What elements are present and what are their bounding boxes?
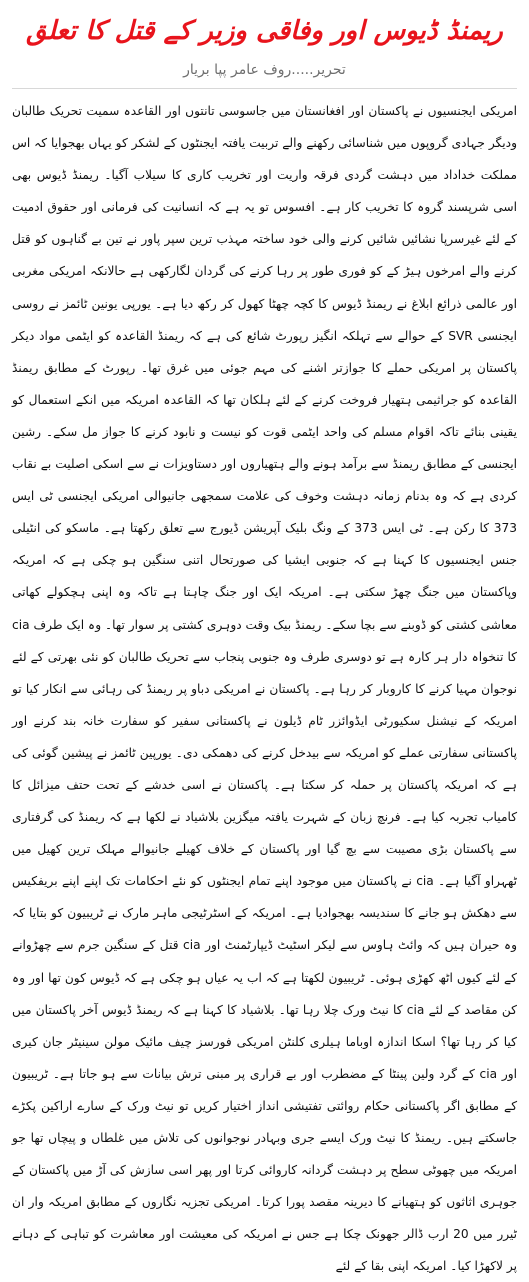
article-body xyxy=(12,95,517,1282)
title-divider xyxy=(12,88,517,89)
article-paragraph: امریکی ایجنسیوں نے پاکستان اور افغانستان میں جاسوسی تانتوں اور القاعدہ سمیت تحریک طالبان ودیگر جہادی گروپوں میں شناسائی رکھنے والے تربیت یافتہ ایجنٹوں کے لشکر کو یہاں بھجوایا کہ اس مملکت خداداد میں دہشت گردی فرقہ واریت اور تخریب کاری کا سیلاب آگیا۔ ریمنڈ ڈیوس بھی اسی شرپسند گروہ کا تخریب کار ہے۔ افسوس تو یہ ہے کہ انسانیت کی فرمانی اور حقوق ادمیت کے لئے غیرسرپا نشائیں شائیں کرنے والی خود ساختہ مہذب ترین سپر پاور نے تین بے گناہوں کو قتل کرنے والے امرخوں ہیڑ کے کو فوری طور پر رہا کرنے کی گردان لگارکھی ہے حالانکہ امریکی مغربی اور عالمی ذرائع ابلاغ نے ریمنڈ ڈیوس کا کچہ چھٹا کھول کر رکھ دیا ہے۔ یورپی یونین ٹائمز نے روسی ایجنسی SVR کے حوالے سے تہلکہ انگیز رپورٹ شائع کی ہے کہ ریمنڈ القاعدہ کو ایٹمی مواد دیکر پاکستان پر امریکی حملے کا جوازتر اشنے کی مہم جوئی میں غرق تھا۔ رپورٹ کے مطابق ریمنڈ القاعدہ کو جراثیمی ہتھیار فروخت کرنے کے لئے ہلکان تھا کہ القاعدہ امریکہ میں انکے استعمال کو یقینی بنائے تاکہ اقوام مسلم کی واحد ایٹمی قوت کو نیست و نابود کرنے کا جواز مل سکے۔ رشین ایجنسی کے مطابق ریمنڈ سے برآمد ہونے والے ہتھیاروں اور دستاویزات نے سے اسکی اصلیت بے نقاب کردی ہے کہ وہ بدنام زمانہ دہشت وخوف کی علامت سمجھی جانیوالی امریکی ایجنسی ٹی ایس 373 کا رکن ہے۔ ٹی ایس 373 کے ونگ بلیک آپریشن ڈیورج سے تعلق رکھتا ہے۔ ماسکو کی انٹیلی جنس ایجنسیوں کا کہنا ہے کہ جنوبی ایشیا کی صورتحال اتنی سنگین ہو چکی ہے کہ امریکہ وپاکستان میں جنگ چھڑ سکتی ہے۔ امریکہ ایک اور جنگ چاہتا ہے تاکہ وہ اپنی ہچکولے کھاتی معاشی کشتی کو ڈوبنے سے بچا سکے۔ ریمنڈ بیک وقت دوہری کشتی پر سوار تھا۔ وہ ایک طرف cia کا تنخواہ دار ہر کارہ ہے تو دوسری طرف وہ جنوبی پنجاب سے تحریک طالبان کو نئی بھرتی کے لئے نوجوان مہیا کرنے کا کاروبار کر رہا ہے۔ پاکستان نے امریکی دباو پر ریمنڈ کی رہائی سے انکار کیا تو امریکہ کے نیشنل سکیورٹی ایڈوائزر ٹام ڈیلون نے پاکستانی سفیر کو سفارت خانہ بند کرنے اور پاکستانی سفارتی عملے کو امریکہ سے بیدخل کرنے کی دھمکی دی۔ یورپین ٹائمز نے پیشین گوئی کی ہے کہ امریکہ پاکستان پر حملہ کر سکتا ہے۔ پاکستان نے اسی خدشے کے تحت حتف میزائل کا کامیاب تجربہ کیا ہے۔ فرنچ زبان کے شہرت یافتہ میگزین بلاشیاد نے لکھا ہے کہ ریمنڈ کی گرفتاری سے پاکستان بڑی مصیبت سے بچ گیا اور پاکستان کے خلاف کھیلے جانیوالے مہلک ترین کھیل میں ٹھہراو آگیا ہے۔ cia نے پاکستان میں موجود اپنے تمام ایجنٹوں کو نئے احکامات تک اپنے اپنے بریفکیس سے دھکش ہو جانے کا سندیسہ بھجوادیا ہے۔ امریکہ کے اسٹرٹیجی ماہر مارک نے ٹریبیون کو بتایا کہ وہ حیران ہیں کہ وائٹ ہاوس سے لیکر اسٹیٹ ڈیپارٹمنٹ اور cia قتل کے سنگین جرم سے چھڑوانے کے لئے کیوں اٹھ کھڑی ہوئی۔ ٹریبیون لکھتا ہے کہ اب یہ عیاں ہو چکی ہے کہ ڈیوس کون تھا اور وہ کن مقاصد کے لئے cia کا نیٹ ورک چلا رہا تھا۔ بلاشیاد کا کہنا ہے کہ ریمنڈ ڈیوس آخر پاکستان میں کیا کر رہا تھا؟ اسکا اندازہ اوباما ہیلری کلنٹن امریکی فورسز چیف مائیک مولن سینیٹر جان کیری اور cia کے گرد ولین پینٹا کے مضطرب اور بے قراری پر مبنی ترش بیانات سے ہو جاتا ہے۔ ٹریبیون کے مطابق اگر پاکستانی حکام روائتی تفتیشی انداز اختیار کریں تو نیٹ ورک کے سارے اراکین پکڑے جاسکتے ہیں۔ ریمنڈ کا نیٹ ورک ایسے جری وبہادر نوجوانوں کی تلاش میں غلطاں و پیچاں تھا جو امریکہ میں چھوٹی سطح پر دہشت گردانہ کاروائی کرتا اور پھر اسی سازش کی آڑ میں پاکستان کے جوہری اثاثوں کو ہتھیانے کا دیرینہ مقصد پورا کرتا۔ امریکی تجزیہ نگاروں کے مطابق امریکہ وار ان ٹیرر میں 20 ارب ڈالر جھونک چکا ہے جس نے امریکہ کی معیشت اور معاشرت کو تباہی کے دہانے پر لاکھڑا کیا۔ امریکہ اپنی بقا کے لئے xyxy=(12,104,517,1274)
article-byline: تحریر.....روف عامر پپا بریار xyxy=(183,62,346,78)
article-title: ریمنڈ ڈیوس اور وفاقی وزیر کے قتل کا تعلق xyxy=(26,16,503,46)
